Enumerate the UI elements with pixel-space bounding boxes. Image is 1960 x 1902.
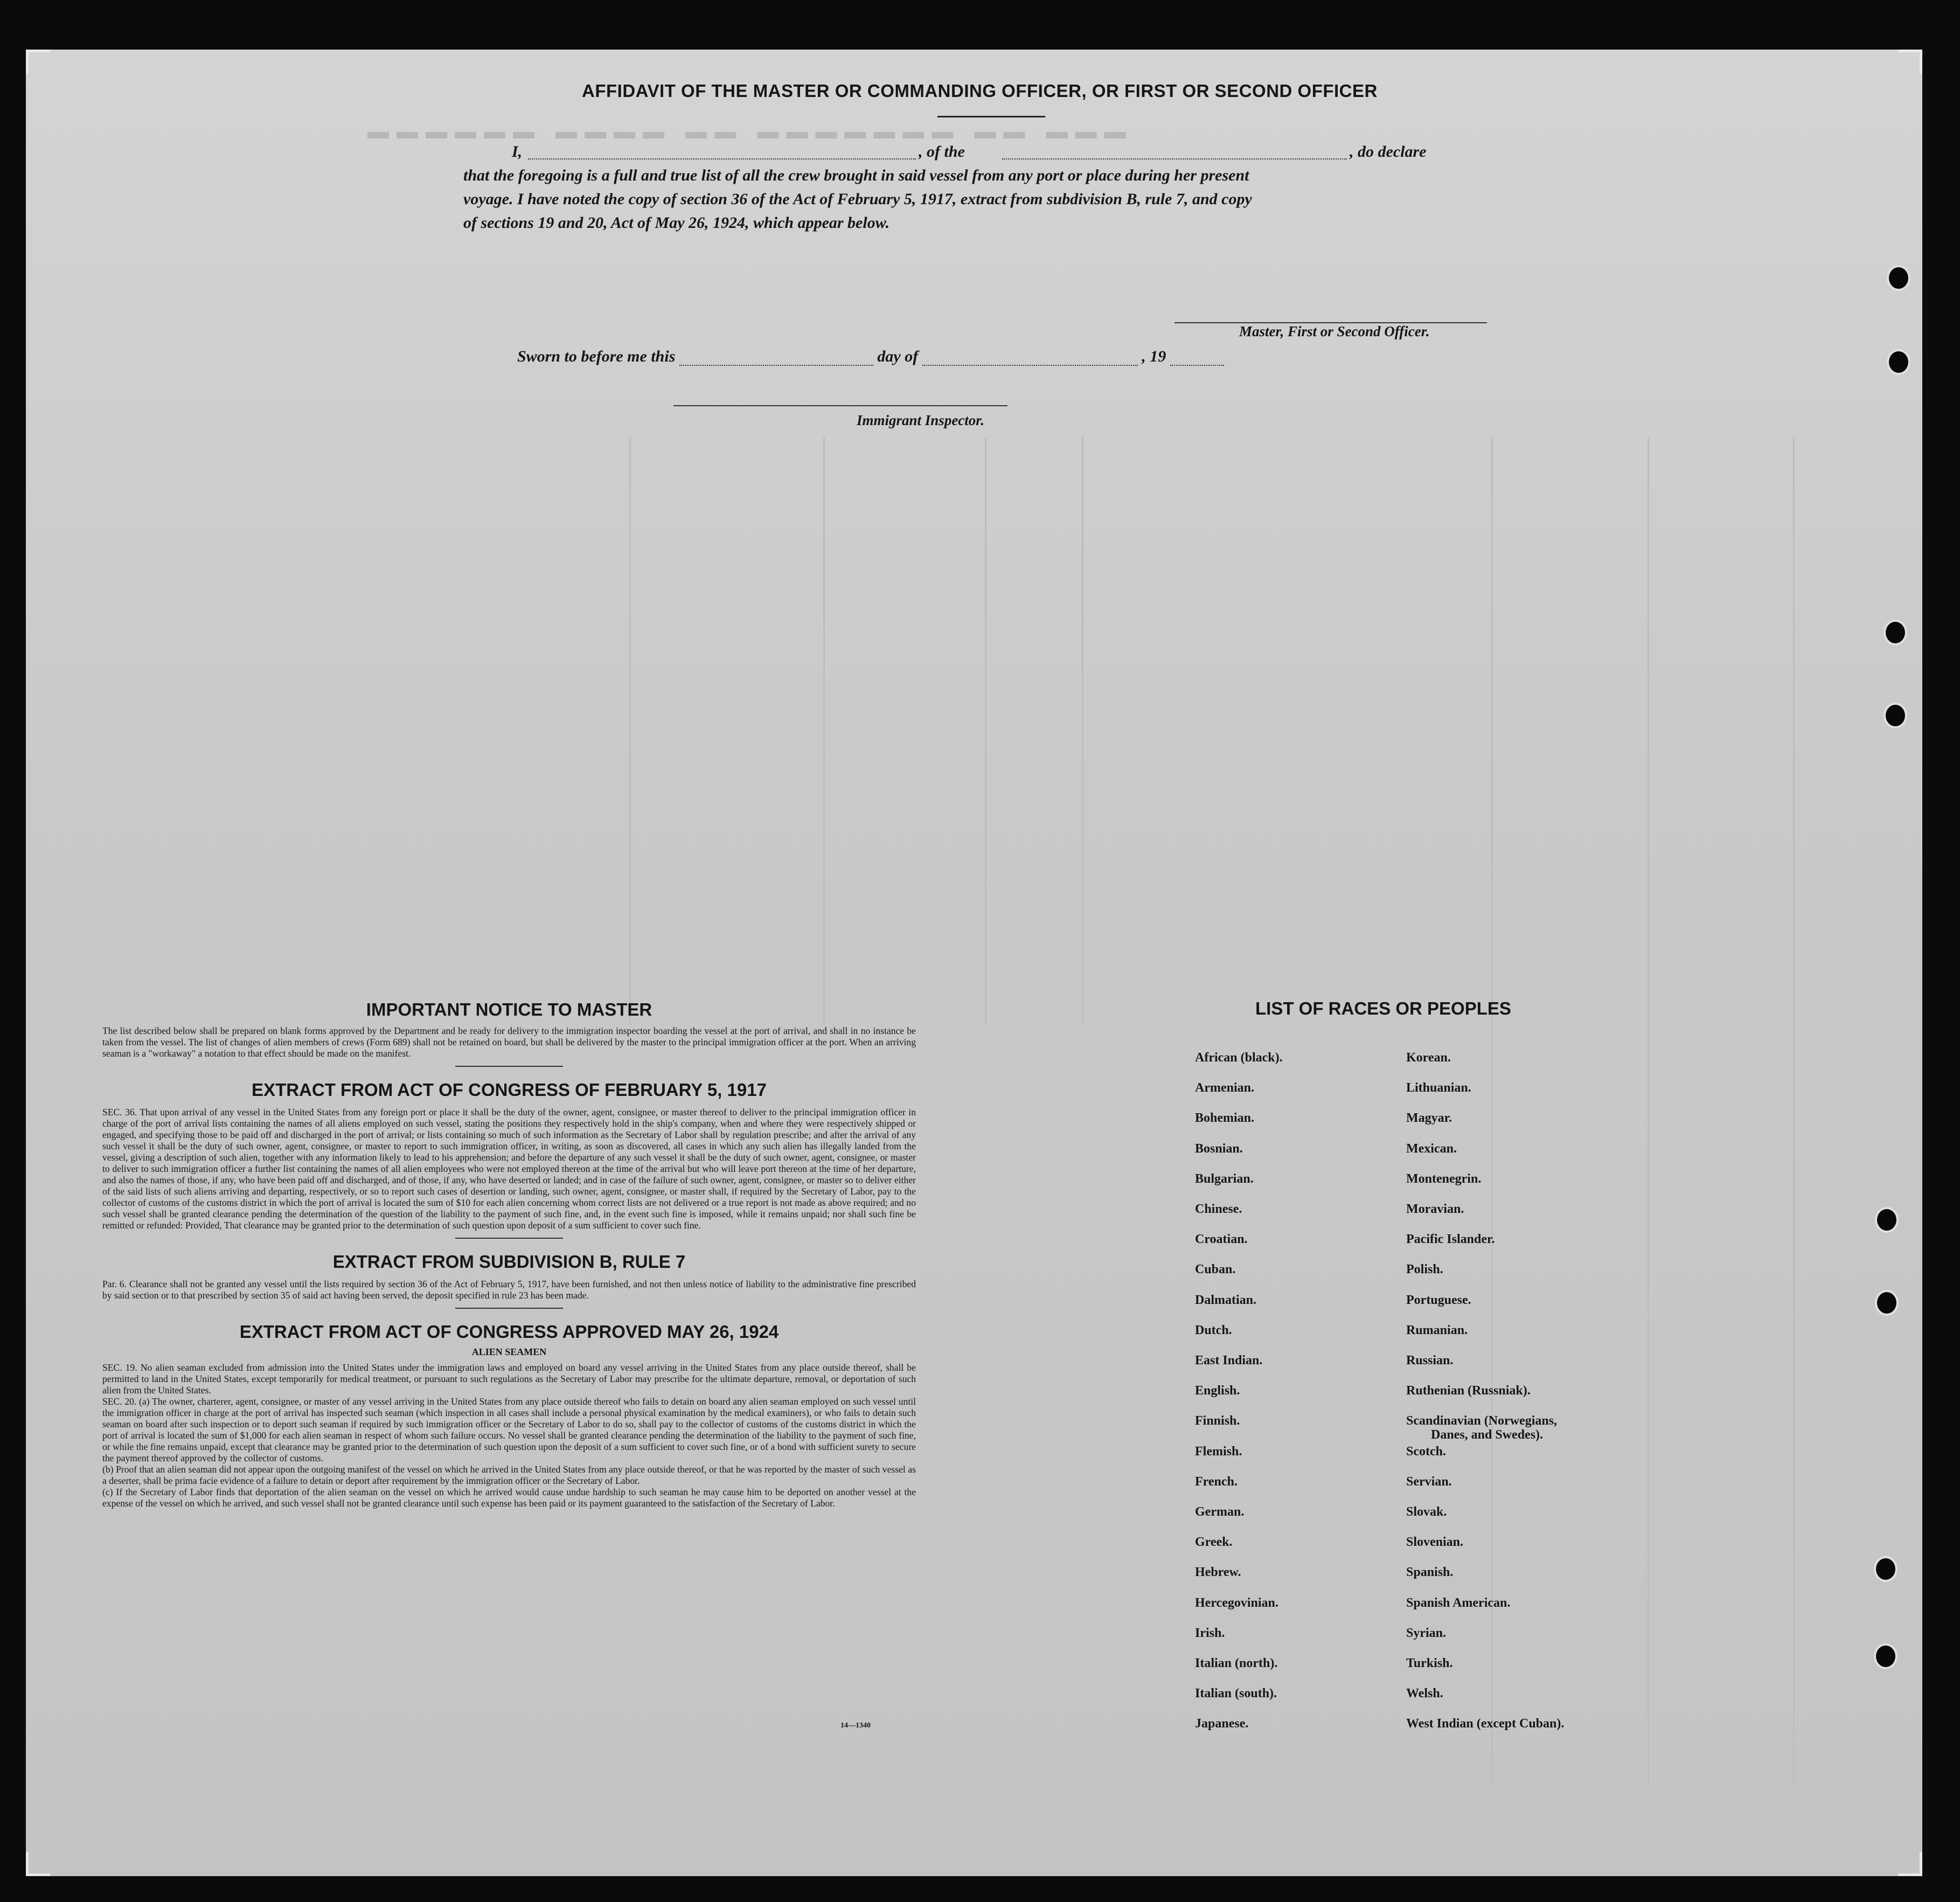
binder-hole bbox=[1875, 1207, 1899, 1233]
act-1917-title: EXTRACT FROM ACT OF CONGRESS OF FEBRUARY 5, 1917 bbox=[252, 1080, 767, 1100]
race-item: Polish. bbox=[1406, 1262, 1443, 1277]
race-item: Dalmatian. bbox=[1195, 1293, 1256, 1307]
race-item: Italian (north). bbox=[1195, 1656, 1278, 1670]
binder-hole bbox=[1887, 349, 1910, 375]
divider bbox=[937, 116, 1045, 117]
race-item: African (black). bbox=[1195, 1051, 1283, 1065]
binder-hole bbox=[1883, 620, 1907, 645]
race-item: Rumanian. bbox=[1406, 1323, 1468, 1337]
bleed-through-line bbox=[629, 438, 631, 1025]
race-item: German. bbox=[1195, 1505, 1245, 1519]
race-item: Ruthenian (Russniak). bbox=[1406, 1384, 1531, 1398]
race-item: Irish. bbox=[1195, 1626, 1225, 1640]
sec-19-text: SEC. 19. No alien seaman excluded from admission into the United States under the immigration laws and employed on board any vessel arriving in the United States from any place outside thereof, shall be permitted to land in the United States, except temporarily for medical treatment, or pursuant to such regulations as the Secretary of Labor may prescribe for the ultimate departure, removal, or deportation of such alien from the United States. bbox=[102, 1362, 916, 1396]
form-number: 14—1340 bbox=[840, 1721, 871, 1730]
affidavit-body bbox=[463, 140, 1519, 235]
divider bbox=[455, 1308, 563, 1309]
notice-title: IMPORTANT NOTICE TO MASTER bbox=[366, 999, 652, 1019]
bleed-through-line bbox=[1491, 438, 1493, 1785]
race-item: Greek. bbox=[1195, 1535, 1233, 1550]
race-item: Turkish. bbox=[1406, 1656, 1453, 1670]
affidavit-text-line: voyage. I have noted the copy of section 36 of the Act of February 5, 1917, extract from subdivision B, rule 7, and copy bbox=[463, 190, 1252, 208]
race-item: Hercegovinian. bbox=[1195, 1595, 1278, 1610]
inspector-label: Immigrant Inspector. bbox=[857, 412, 985, 428]
divider bbox=[455, 1066, 563, 1067]
race-item: Welsh. bbox=[1406, 1686, 1443, 1701]
bleed-through-line bbox=[823, 438, 825, 1025]
divider bbox=[455, 1238, 563, 1239]
race-item: Russian. bbox=[1406, 1353, 1454, 1368]
corner-mark bbox=[1898, 1852, 1922, 1876]
vessel-name-field[interactable] bbox=[1002, 143, 1347, 159]
race-item: Dutch. bbox=[1195, 1323, 1232, 1337]
binder-hole bbox=[1887, 265, 1910, 291]
sworn-line bbox=[517, 348, 1224, 366]
race-item: Flemish. bbox=[1195, 1444, 1242, 1459]
race-item: Syrian. bbox=[1406, 1626, 1447, 1640]
act-1917-text: SEC. 36. That upon arrival of any vessel in the United States from any foreign port or place it shall be the duty of the owner, agent, consignee, or master thereof to deliver to the principal immigration officer in charge of the port of arrival lists containing the names of all aliens employed on such vessel, stating the positions they respectively hold in the ship's company, when and where they were respectively shipped or engaged, and specifying those to be paid off and discharged in the port of arrival; or lists containing so much of such information as the Secretary of Labor shall by regulation prescribe; and after the arrival of any such vessel it shall be the duty of such owner, agent, consignee, or master to report to such immigration officer, in writing, as soon as discovered, all cases in which any such alien has illegally landed from the vessel, giving a description of such alien, together with any information likely to lead to his apprehension; and before the departure of any such vessel it shall be the duty of such owner, agent, consignee, or master to deliver to such immigration officer a further list containing the names of all alien employees who were not employed thereon at the time of the arrival but who will leave port thereon at the time of her departure, and also the names of those, if any, who have been paid off and discharged, and of those, if any, who have deserted or landed; and in case of the failure of such owner, agent, consignee, or master so to deliver either of the said lists of such aliens arriving and departing, respectively, or so to report such cases of desertion or landing, such owner, agent, consignee, or master shall, if required by the Secretary of Labor, pay to the collector of customs of the customs district in which the port of arrival is located the sum of $10 for each alien concerning whom correct lists are not delivered or a true report is not made as above required; and no such vessel shall be granted clearance pending the determination of the question of the liability to the payment of such fine, and, in the event such fine is imposed, while it remains unpaid; nor shall such fine be remitted or refunded: Provided, That clearance may be granted prior to the determination of such question upon deposit of a sum sufficient to cover such fine. bbox=[102, 1107, 916, 1231]
i-label: I, bbox=[512, 143, 523, 161]
race-item: Armenian. bbox=[1195, 1081, 1254, 1095]
race-item: Scotch. bbox=[1406, 1444, 1446, 1459]
race-item: English. bbox=[1195, 1384, 1240, 1398]
binder-hole bbox=[1875, 1290, 1899, 1316]
affidavit-text-line: that the foregoing is a full and true list of all the crew brought in said vessel from any port or place during her present bbox=[463, 166, 1249, 184]
sworn-day-field[interactable] bbox=[679, 350, 873, 366]
corner-mark bbox=[1898, 50, 1922, 74]
race-item: Pacific Islander. bbox=[1406, 1232, 1495, 1247]
act-1924-subtitle: ALIEN SEAMEN bbox=[471, 1346, 547, 1357]
corner-mark bbox=[26, 50, 50, 74]
race-item: Slovenian. bbox=[1406, 1535, 1464, 1550]
bleed-through-line bbox=[1648, 438, 1649, 1785]
race-item: Spanish. bbox=[1406, 1565, 1454, 1580]
bleed-through-line bbox=[1793, 438, 1795, 1785]
race-item: Cuban. bbox=[1195, 1262, 1236, 1277]
affidavit-declaration-line bbox=[463, 140, 1519, 164]
race-item: Croatian. bbox=[1195, 1232, 1248, 1247]
sec-20a-text: SEC. 20. (a) The owner, charterer, agent, consignee, or master of any vessel arriving in the United States from any place outside thereof who fails to detain on board any alien seaman employed on such vessel until the immigration officer in charge at the port of arrival has inspected such seaman (which inspection in all cases shall include a personal physical examination by the medical examiners), or who fails to detain such seaman on board after such inspection or to deport such seaman if required by such immigration officer or the Secretary of Labor to do so, shall pay to the collector of customs of the customs district in which the port of arrival is located the sum of $1,000 for each alien seaman in respect of whom such failure occurs. No vessel shall be granted clearance pending the determination of the liability to the payment of such fine, or while the fine remains unpaid, except that clearance may be granted prior to the determination of such question upon the deposit of a sum sufficient to cover such fine, or of a bond with sufficient surety to secure the payment thereof approved by the collector of customs. bbox=[102, 1396, 916, 1463]
affidavit-text-line: of sections 19 and 20, Act of May 26, 1924, which appear below. bbox=[463, 214, 890, 232]
sec-20b-text: (b) Proof that an alien seaman did not appear upon the outgoing manifest of the vessel on which he arrived in the United States from any place outside thereof, or that he was reported by the master of such vessel as a deserter, shall be prima facie evidence of a failure to detain or deport after requirement by the immigration officer or the Secretary of Labor. bbox=[102, 1464, 916, 1486]
rule-7-title: EXTRACT FROM SUBDIVISION B, RULE 7 bbox=[332, 1252, 686, 1272]
race-item: Finnish. bbox=[1195, 1414, 1240, 1428]
binder-hole bbox=[1883, 703, 1907, 728]
master-signature-label: Master, First or Second Officer. bbox=[1239, 323, 1430, 339]
affidavit-title: AFFIDAVIT OF THE MASTER OR COMMANDING OFFICER, OR FIRST OR SECOND OFFICER bbox=[582, 81, 1378, 101]
race-item: Lithuanian. bbox=[1406, 1081, 1471, 1095]
race-item: Bohemian. bbox=[1195, 1111, 1255, 1126]
race-item: Japanese. bbox=[1195, 1717, 1249, 1731]
race-item: Mexican. bbox=[1406, 1141, 1457, 1156]
day-of-label: day of bbox=[877, 348, 919, 365]
race-item: Servian. bbox=[1406, 1474, 1452, 1489]
race-item: Italian (south). bbox=[1195, 1686, 1277, 1701]
sworn-prefix: Sworn to before me this bbox=[517, 348, 676, 365]
bleed-through-header: ▬▬▬ ▬▬ ▬▬▬▬▬▬▬ ▬▬ ▬▬▬▬ ▬▬▬▬▬▬ bbox=[360, 120, 1126, 143]
race-item: Montenegrin. bbox=[1406, 1171, 1482, 1186]
race-item: East Indian. bbox=[1195, 1353, 1263, 1368]
race-item: Magyar. bbox=[1406, 1111, 1452, 1126]
race-item: Danes, and Swedes). bbox=[1431, 1428, 1544, 1442]
rule-7-text: Par. 6. Clearance shall not be granted any vessel until the lists required by section 36 of the Act of February 5, 1917, have been furnished, and not then unless notice of liability to the administrative fine prescribed by said section or to that prescribed by section 35 of said act having been served, the deposit specified in rule 23 has been made. bbox=[102, 1279, 916, 1301]
do-declare-label: , do declare bbox=[1350, 143, 1427, 161]
act-1924-title: EXTRACT FROM ACT OF CONGRESS APPROVED MAY 26, 1924 bbox=[239, 1322, 779, 1342]
inspector-signature-field[interactable] bbox=[673, 405, 1007, 406]
race-item: Scandinavian (Norwegians, bbox=[1406, 1414, 1558, 1428]
race-item: French. bbox=[1195, 1474, 1238, 1489]
race-item: Bulgarian. bbox=[1195, 1171, 1254, 1186]
binder-hole bbox=[1874, 1556, 1898, 1582]
race-item: Korean. bbox=[1406, 1051, 1451, 1065]
bleed-through-line bbox=[985, 438, 986, 1025]
sworn-month-field[interactable] bbox=[922, 350, 1138, 366]
race-item: Moravian. bbox=[1406, 1202, 1464, 1216]
sec-20c-text: (c) If the Secretary of Labor finds that deportation of the alien seaman on the vessel on which he arrived would cause undue hardship to such seaman he may cause him to be deported on another vessel at the expense of the vessel on which he arrived, and such vessel shall not be granted clearance until such expense has been paid or its payment guaranteed to the satisfaction of the Secretary of Labor. bbox=[102, 1487, 916, 1509]
race-item: Bosnian. bbox=[1195, 1141, 1243, 1156]
race-item: Spanish American. bbox=[1406, 1595, 1511, 1610]
notices-column bbox=[102, 999, 916, 1509]
sworn-year-field[interactable] bbox=[1170, 350, 1224, 366]
of-the-label: , of the bbox=[919, 143, 965, 161]
bleed-through-line bbox=[1082, 438, 1083, 1025]
corner-mark bbox=[26, 1852, 50, 1876]
races-title: LIST OF RACES OR PEOPLES bbox=[1255, 998, 1511, 1018]
binder-hole bbox=[1874, 1643, 1898, 1669]
master-name-field[interactable] bbox=[528, 143, 916, 159]
race-item: Slovak. bbox=[1406, 1505, 1447, 1519]
manifest-back-page bbox=[26, 50, 1922, 1876]
year-prefix: , 19 bbox=[1142, 348, 1166, 365]
race-item: West Indian (except Cuban). bbox=[1406, 1717, 1565, 1731]
notice-text: The list described below shall be prepared on blank forms approved by the Department and be ready for delivery to the immigration inspector boarding the vessel at the port of arrival, and shall in no instance be taken from the vessel. The list of changes of alien members of crews (Form 689) shall not be retained on board, but shall be delivered by the master to the principal immigration officer at the port. When an arriving seaman is a "workaway" a notation to that effect should be made on the manifest. bbox=[102, 1025, 916, 1059]
race-item: Chinese. bbox=[1195, 1202, 1242, 1216]
race-item: Portuguese. bbox=[1406, 1293, 1471, 1307]
race-item: Hebrew. bbox=[1195, 1565, 1241, 1580]
